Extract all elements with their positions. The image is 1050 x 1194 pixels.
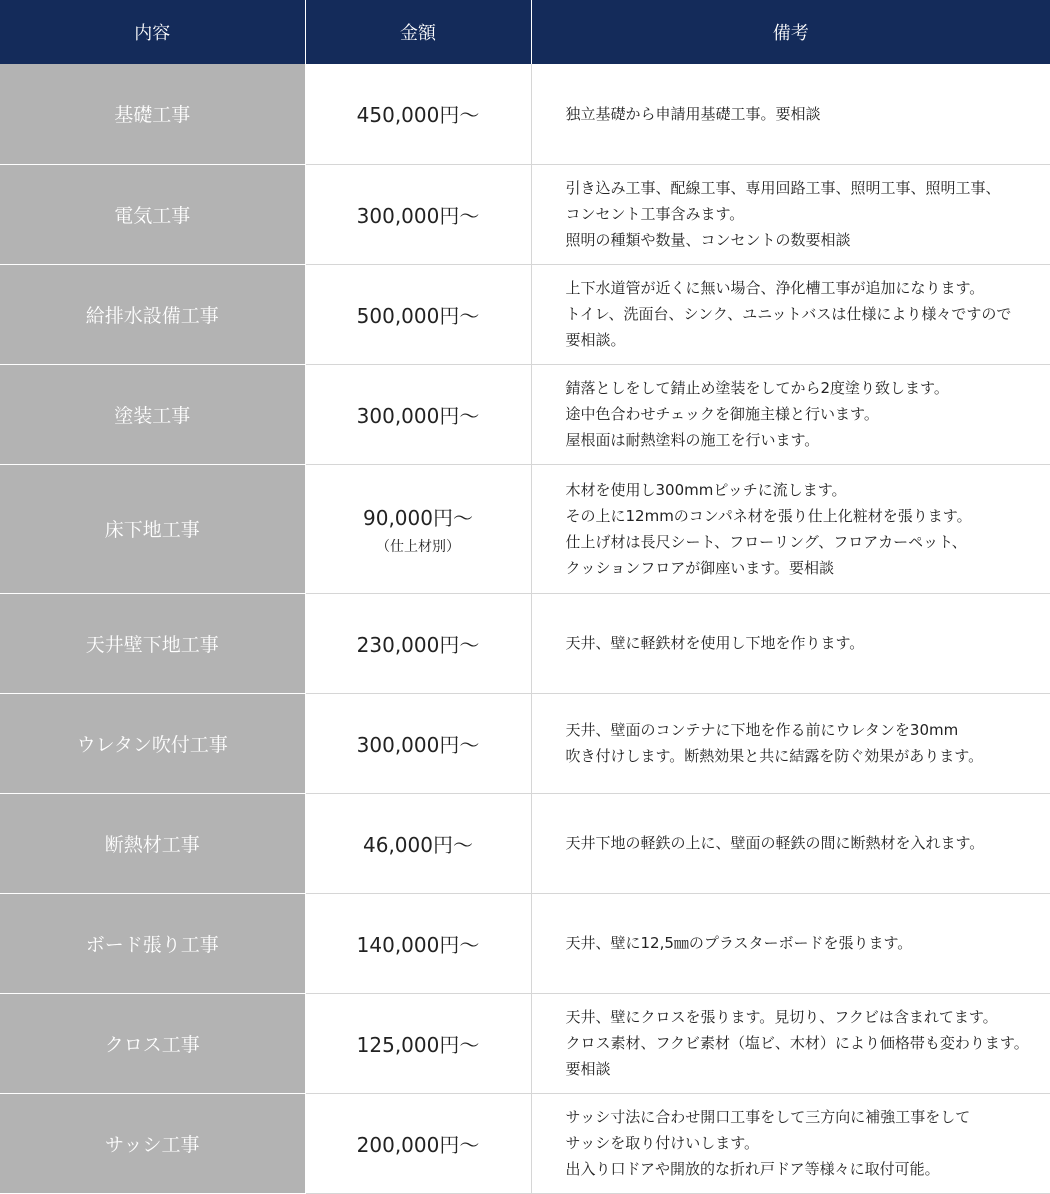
amount-value: 140,000円～: [356, 932, 480, 957]
cell-amount: [305, 264, 531, 364]
cell-amount: [305, 364, 531, 464]
cell-amount: [305, 893, 531, 993]
amount-value: 46,000円～: [363, 832, 473, 857]
cell-remarks: [531, 893, 1050, 993]
remarks-line: 上下水道管が近くに無い場合、浄化槽工事が追加になります。: [565, 279, 985, 297]
cell-item: クロス工事: [0, 993, 305, 1093]
cell-amount: [305, 593, 531, 693]
cell-item: ウレタン吹付工事: [0, 693, 305, 793]
amount-value: 450,000円～: [356, 103, 480, 128]
remarks-line: 天井、壁にクロスを張ります。見切り、フクビは含まれてます。: [565, 1008, 998, 1026]
amount-value: 125,000円～: [356, 1032, 480, 1057]
table-row: [0, 593, 1050, 693]
table-body: [0, 64, 1050, 1193]
remarks-line: コンセント工事含みます。: [565, 205, 745, 223]
header-remarks: 備考: [531, 0, 1050, 64]
remarks-line: 照明の種類や数量、コンセントの数要相談: [565, 231, 851, 249]
cell-remarks: [531, 1093, 1050, 1193]
cell-remarks: [531, 993, 1050, 1093]
cell-item: 床下地工事: [0, 464, 305, 593]
cell-item: ボード張り工事: [0, 893, 305, 993]
remarks-line: 仕上げ材は長尺シート、フローリング、フロアカーペット、: [565, 532, 967, 551]
remarks-line: クロス素材、フクビ素材（塩ビ、木材）により価格帯も変わります。: [565, 1034, 1029, 1052]
remarks-line: その上に12mmのコンパネ材を張り仕上化粧材を張ります。: [565, 506, 972, 525]
header-amount: 金額: [305, 0, 531, 64]
cell-amount: [305, 164, 531, 264]
cell-amount: [305, 993, 531, 1093]
amount-value: 300,000円～: [356, 203, 480, 228]
cell-item: 基礎工事: [0, 64, 305, 164]
cell-amount: [305, 693, 531, 793]
remarks-line: 天井、壁に12,5㎜のプラスターボードを張ります。: [565, 934, 913, 952]
remarks-line: サッシを取り付けいします。: [565, 1134, 760, 1152]
cell-amount: [305, 464, 531, 593]
remarks-line: 独立基礎から申請用基礎工事。要相談: [565, 104, 821, 123]
table-row: [0, 893, 1050, 993]
amount-value: 230,000円～: [356, 632, 480, 657]
remarks-line: トイレ、洗面台、シンク、ユニットバスは仕様により様々ですので: [565, 305, 1012, 323]
table-header: [0, 0, 1050, 64]
cell-item: 給排水設備工事: [0, 264, 305, 364]
table-row: [0, 793, 1050, 893]
table-row: [0, 993, 1050, 1093]
cell-amount: [305, 1093, 531, 1193]
header-item: 内容: [0, 0, 305, 64]
remarks-line: 要相談: [565, 1060, 611, 1078]
amount-value: 500,000円～: [356, 303, 480, 328]
remarks-line: 途中色合わせチェックを御施主様と行います。: [565, 405, 879, 423]
remarks-line: 要相談。: [565, 331, 626, 349]
cell-item: 電気工事: [0, 164, 305, 264]
cell-remarks: [531, 793, 1050, 893]
cell-remarks: [531, 364, 1050, 464]
table-row: [0, 164, 1050, 264]
header-row: [0, 0, 1050, 64]
cell-remarks: [531, 64, 1050, 164]
cell-remarks: [531, 464, 1050, 593]
cell-remarks: [531, 164, 1050, 264]
table-row: [0, 464, 1050, 593]
amount-value: 200,000円～: [356, 1132, 480, 1157]
cell-amount: [305, 793, 531, 893]
cell-item: 塗装工事: [0, 364, 305, 464]
remarks-line: 天井、壁面のコンテナに下地を作る前にウレタンを30mm: [565, 721, 959, 739]
remarks-line: クッションフロアが御座います。要相談: [565, 558, 835, 577]
remarks-line: 吹き付けします。断熱効果と共に結露を防ぐ効果があります。: [565, 747, 984, 765]
remarks-line: 出入り口ドアや開放的な折れ戸ドア等様々に取付可能。: [565, 1160, 940, 1178]
cell-amount: [305, 64, 531, 164]
remarks-line: 屋根面は耐熱塗料の施工を行います。: [565, 431, 820, 449]
table-row: [0, 64, 1050, 164]
remarks-line: 引き込み工事、配線工事、専用回路工事、照明工事、照明工事、: [565, 179, 1001, 197]
cell-item: 断熱材工事: [0, 793, 305, 893]
remarks-line: サッシ寸法に合わせ開口工事をして三方向に補強工事をして: [565, 1108, 971, 1126]
cell-remarks: [531, 593, 1050, 693]
amount-value: 300,000円～: [356, 403, 480, 428]
cell-item: サッシ工事: [0, 1093, 305, 1193]
table-row: [0, 693, 1050, 793]
table-row: [0, 264, 1050, 364]
cell-item: 天井壁下地工事: [0, 593, 305, 693]
table-row: [0, 364, 1050, 464]
amount-value: 90,000円～: [363, 505, 473, 530]
remarks-line: 木材を使用し300mmピッチに流します。: [565, 480, 847, 499]
remarks-line: 錆落としをして錆止め塗装をしてから2度塗り致します。: [565, 379, 949, 397]
cell-remarks: [531, 693, 1050, 793]
cell-remarks: [531, 264, 1050, 364]
amount-value: 300,000円～: [356, 732, 480, 757]
remarks-line: 天井、壁に軽鉄材を使用し下地を作ります。: [565, 634, 865, 652]
table-row: [0, 1093, 1050, 1193]
remarks-line: 天井下地の軽鉄の上に、壁面の軽鉄の間に断熱材を入れます。: [565, 834, 985, 852]
amount-note: （仕上材別）: [376, 538, 460, 555]
